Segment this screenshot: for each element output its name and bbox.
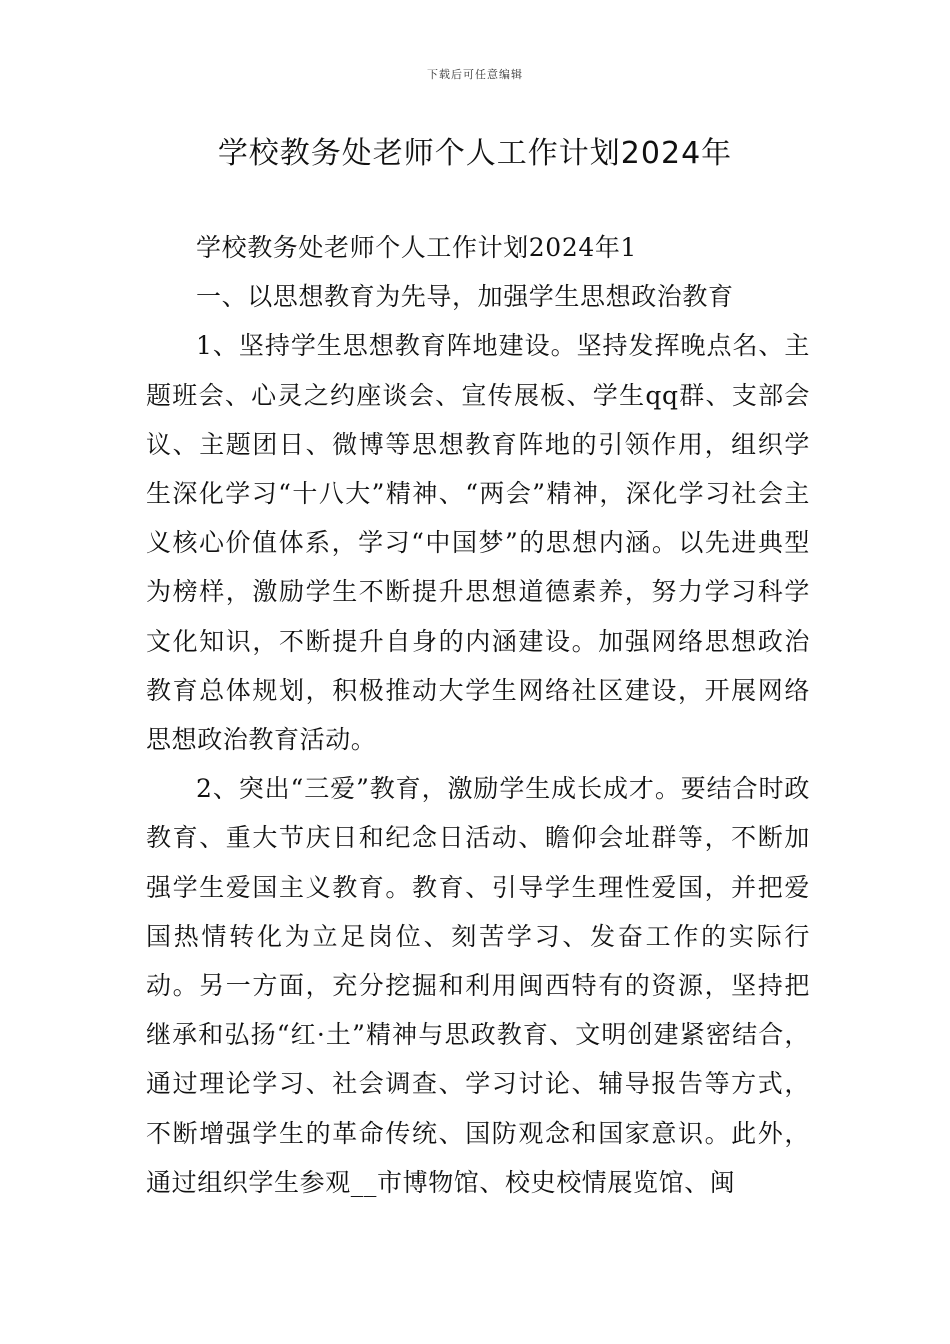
document-body	[146, 223, 810, 1207]
paragraph-section-heading: 一、以思想教育为先导，加强学生思想政治教育	[196, 282, 734, 312]
paragraph-subtitle: 学校教务处老师个人工作计划2024年1	[196, 233, 637, 262]
paragraph-item-1: 1、坚持学生思想教育阵地建设。坚持发挥晚点名、主题班会、心灵之约座谈会、宣传展板、学生qq群、支部会议、主题团日、微博等思想教育阵地的引领作用，组织学生深化学习“十八大”精神、“两会”精神，深化学习社会主义核心价值体系，学习“中国梦”的思想内涵。以先进典型为榜样，激励学生不断提升思想道德素养，努力学习科学文化知识，不断提升自身的内涵建设。加强网络思想政治教育总体规划，积极推动大学生网络社区建设，开展网络思想政治教育活动。	[146, 331, 810, 755]
paragraph-item-2: 2、突出“三爱”教育，激励学生成长成才。要结合时政教育、重大节庆日和纪念日活动、瞻仰会址群等，不断加强学生爱国主义教育。教育、引导学生理性爱国，并把爱国热情转化为立足岗位、刻苦学习、发奋工作的实际行动。另一方面，充分挖掘和利用闽西特有的资源，坚持把继承和弘扬“红·土”精神与思政教育、文明创建紧密结合，通过理论学习、社会调查、学习讨论、辅导报告等方式，不断增强学生的革命传统、国防观念和国家意识。此外，通过组织学生参观__市博物馆、校史校情展览馆、闽	[146, 774, 810, 1197]
document-title: 学校教务处老师个人工作计划2024年	[217, 136, 733, 171]
page-header-note: 下载后可任意编辑	[427, 68, 523, 81]
